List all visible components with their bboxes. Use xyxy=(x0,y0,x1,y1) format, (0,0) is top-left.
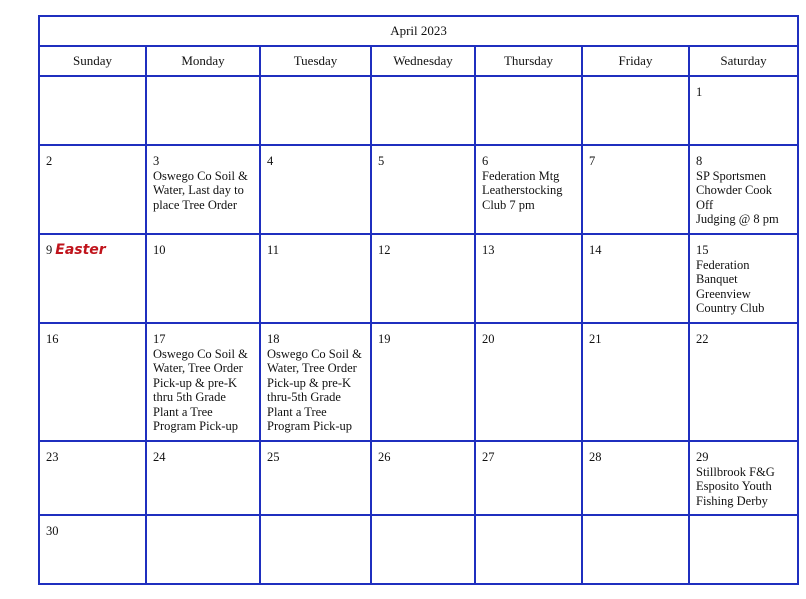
day-event: Federation Banquet Greenview Country Club xyxy=(696,257,765,315)
day-number: 14 xyxy=(589,243,602,257)
day-number: 13 xyxy=(482,243,495,257)
day-number: 15 xyxy=(696,243,709,257)
weekday-wednesday: Wednesday xyxy=(371,46,475,76)
weekday-header-row xyxy=(39,46,798,76)
weekday-friday: Friday xyxy=(582,46,689,76)
day-number: 11 xyxy=(267,243,280,257)
day-cell xyxy=(39,234,146,323)
day-cell xyxy=(689,323,798,441)
day-number: 21 xyxy=(589,332,602,346)
day-cell xyxy=(371,323,475,441)
day-cell xyxy=(39,145,146,234)
day-cell xyxy=(582,76,689,145)
day-cell xyxy=(475,145,582,234)
day-cell xyxy=(146,234,260,323)
day-cell xyxy=(146,76,260,145)
weekday-thursday: Thursday xyxy=(475,46,582,76)
calendar-title: April 2023 xyxy=(39,16,798,46)
day-cell xyxy=(39,76,146,145)
day-number: 18 xyxy=(267,332,280,346)
day-number: 9 xyxy=(46,243,53,257)
day-number: 8 xyxy=(696,154,703,168)
day-number: 26 xyxy=(378,450,391,464)
day-number: 19 xyxy=(378,332,391,346)
day-cell xyxy=(146,441,260,515)
day-number: 28 xyxy=(589,450,602,464)
day-number: 27 xyxy=(482,450,495,464)
day-number: 23 xyxy=(46,450,59,464)
day-cell xyxy=(582,515,689,584)
weekday-sunday: Sunday xyxy=(39,46,146,76)
day-cell xyxy=(582,234,689,323)
day-number: 3 xyxy=(153,154,160,168)
day-cell xyxy=(260,76,371,145)
day-event: Oswego Co Soil & Water, Last day to place Tree Order xyxy=(153,168,248,212)
week-row xyxy=(39,515,798,584)
day-cell xyxy=(146,323,260,441)
day-cell xyxy=(371,234,475,323)
day-cell xyxy=(39,515,146,584)
day-cell xyxy=(260,441,371,515)
week-row xyxy=(39,76,798,145)
day-cell xyxy=(260,145,371,234)
day-cell xyxy=(39,323,146,441)
day-number: 12 xyxy=(378,243,391,257)
day-event: Federation Mtg Leatherstocking Club 7 pm xyxy=(482,168,563,212)
day-number: 6 xyxy=(482,154,489,168)
day-number: 2 xyxy=(46,154,53,168)
day-number: 24 xyxy=(153,450,166,464)
day-number: 7 xyxy=(589,154,596,168)
week-row xyxy=(39,145,798,234)
day-number: 16 xyxy=(46,332,59,346)
day-cell xyxy=(689,145,798,234)
holiday-label: Easter xyxy=(55,242,106,258)
day-number: 5 xyxy=(378,154,385,168)
day-cell xyxy=(689,76,798,145)
day-cell xyxy=(475,515,582,584)
day-cell xyxy=(146,515,260,584)
day-number: 20 xyxy=(482,332,495,346)
day-cell xyxy=(260,515,371,584)
day-cell xyxy=(475,441,582,515)
day-cell xyxy=(39,441,146,515)
day-cell xyxy=(475,76,582,145)
weekday-saturday: Saturday xyxy=(689,46,798,76)
week-row xyxy=(39,441,798,515)
day-cell xyxy=(582,441,689,515)
day-event: Stillbrook F&G Esposito Youth Fishing Derby xyxy=(696,464,775,508)
day-cell xyxy=(371,515,475,584)
week-row xyxy=(39,234,798,323)
day-number: 10 xyxy=(153,243,166,257)
day-number: 17 xyxy=(153,332,166,346)
day-event: Oswego Co Soil & Water, Tree Order Pick-up & pre-K thru-5th Grade Plant a Tree Program Pick-up xyxy=(267,346,362,433)
day-cell xyxy=(582,323,689,441)
day-cell xyxy=(260,323,371,441)
day-cell xyxy=(371,145,475,234)
day-cell xyxy=(689,515,798,584)
calendar-table xyxy=(38,15,799,585)
calendar-weeks xyxy=(39,76,798,584)
day-cell xyxy=(475,234,582,323)
day-event: Oswego Co Soil & Water, Tree Order Pick-up & pre-K thru 5th Grade Plant a Tree Program Pick-up xyxy=(153,346,248,433)
day-number: 29 xyxy=(696,450,709,464)
week-row xyxy=(39,323,798,441)
day-number: 4 xyxy=(267,154,274,168)
weekday-tuesday: Tuesday xyxy=(260,46,371,76)
day-number: 30 xyxy=(46,524,59,538)
day-number: 22 xyxy=(696,332,709,346)
day-cell xyxy=(371,441,475,515)
day-cell xyxy=(371,76,475,145)
day-cell xyxy=(146,145,260,234)
day-cell xyxy=(689,441,798,515)
day-cell xyxy=(260,234,371,323)
day-number: 25 xyxy=(267,450,280,464)
weekday-monday: Monday xyxy=(146,46,260,76)
day-cell xyxy=(689,234,798,323)
day-event: SP Sportsmen Chowder Cook Off Judging @ 8 pm xyxy=(696,168,779,226)
day-cell xyxy=(475,323,582,441)
day-number: 1 xyxy=(696,85,703,99)
day-cell xyxy=(582,145,689,234)
